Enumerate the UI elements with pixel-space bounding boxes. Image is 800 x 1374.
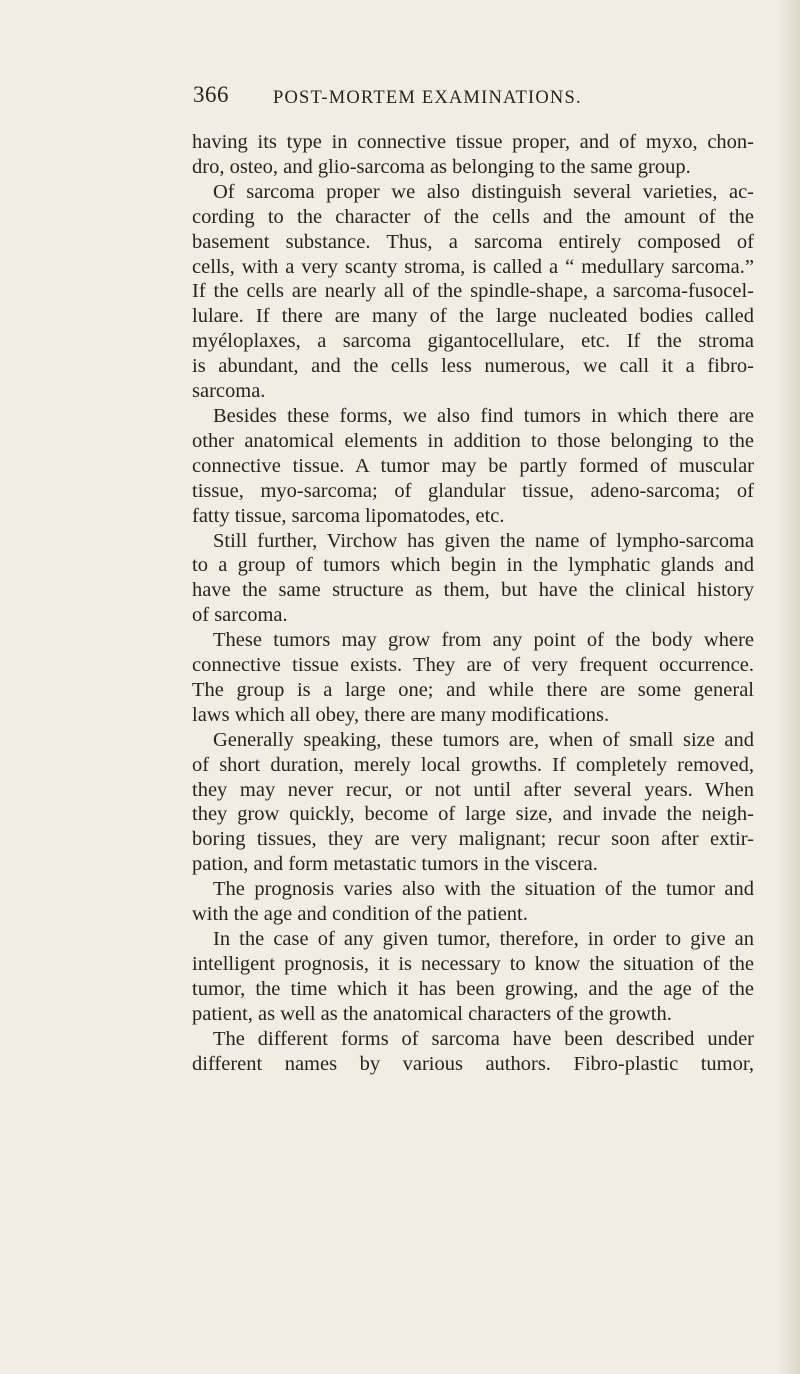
text-line: The group is a large one; and while there are some general <box>192 678 754 701</box>
text-line: connective tissue. A tumor may be partly formed of muscular <box>192 454 754 477</box>
text-line: fatty tissue, sarcoma lipomatodes, etc. <box>192 504 505 527</box>
text-line: cording to the character of the cells and the amount of the <box>192 205 754 228</box>
text-line: patient, as well as the anatomical characters of the growth. <box>192 1002 672 1025</box>
text-line: dro, osteo, and glio-sarcoma as belonging to the same group. <box>192 155 691 178</box>
text-line: boring tissues, they are very malignant; recur soon after extir- <box>192 828 754 851</box>
text-line: laws which all obey, there are many modifications. <box>192 703 610 726</box>
text-line: cells, with a very scanty stroma, is called a “ medullary sarcoma.” <box>192 255 754 278</box>
text-line: tumor, the time which it has been growing, and the age of the <box>192 977 754 1000</box>
page-number: 366 <box>193 82 229 107</box>
text-line: sarcoma. <box>192 380 266 403</box>
text-line: different names by various authors. Fibro-plastic tumor, <box>192 1052 754 1075</box>
text-line: to a group of tumors which begin in the lymphatic glands and <box>192 554 754 577</box>
text-line: basement substance. Thus, a sarcoma entirely composed of <box>192 230 754 253</box>
text-line: other anatomical elements in addition to those belonging to the <box>192 429 754 452</box>
text-line: of short duration, merely local growths. If completely removed, <box>192 753 754 776</box>
text-line: connective tissue exists. They are of very frequent occurrence. <box>192 654 754 677</box>
text-line: myéloplaxes, a sarcoma gigantocellulare, etc. If the stroma <box>192 330 754 353</box>
text-line: tissue, myo-sarcoma; of glandular tissue, adeno-sarcoma; of <box>192 479 754 502</box>
text-line: lulare. If there are many of the large nucleated bodies called <box>192 305 754 328</box>
text-line: they may never recur, or not until after several years. When <box>192 778 754 801</box>
text-line: If the cells are nearly all of the spindle-shape, a sarcoma-fusocel- <box>192 280 754 303</box>
text-line: they grow quickly, become of large size, and invade the neigh- <box>192 803 754 826</box>
text-line: have the same structure as them, but have the clinical history <box>192 579 754 602</box>
text-line: The different forms of sarcoma have been described under <box>213 1027 754 1050</box>
text-line: of sarcoma. <box>192 604 288 627</box>
text-line: is abundant, and the cells less numerous, we call it a fibro- <box>192 355 754 378</box>
text-line: Besides these forms, we also find tumors in which there are <box>213 404 754 427</box>
body-text <box>192 130 754 1076</box>
text-line: Generally speaking, these tumors are, when of small size and <box>213 728 754 751</box>
text-line: with the age and condition of the patient. <box>192 903 528 926</box>
text-line: In the case of any given tumor, therefore, in order to give an <box>213 928 754 950</box>
running-head: POST-MORTEM EXAMINATIONS. <box>273 88 582 108</box>
text-line: pation, and form metastatic tumors in the viscera. <box>192 853 598 876</box>
text-line: having its type in connective tissue proper, and of myxo, chon- <box>192 131 754 153</box>
text-line: These tumors may grow from any point of the body where <box>213 629 754 652</box>
page-edge-shadow <box>778 0 800 1374</box>
text-line: intelligent prognosis, it is necessary to know the situation of the <box>192 952 754 975</box>
text-line: The prognosis varies also with the situation of the tumor and <box>213 878 754 901</box>
page-header <box>193 82 753 112</box>
text-line: Still further, Virchow has given the name of lympho-sarcoma <box>213 529 754 552</box>
text-line: Of sarcoma proper we also distinguish several varieties, ac- <box>213 180 754 203</box>
